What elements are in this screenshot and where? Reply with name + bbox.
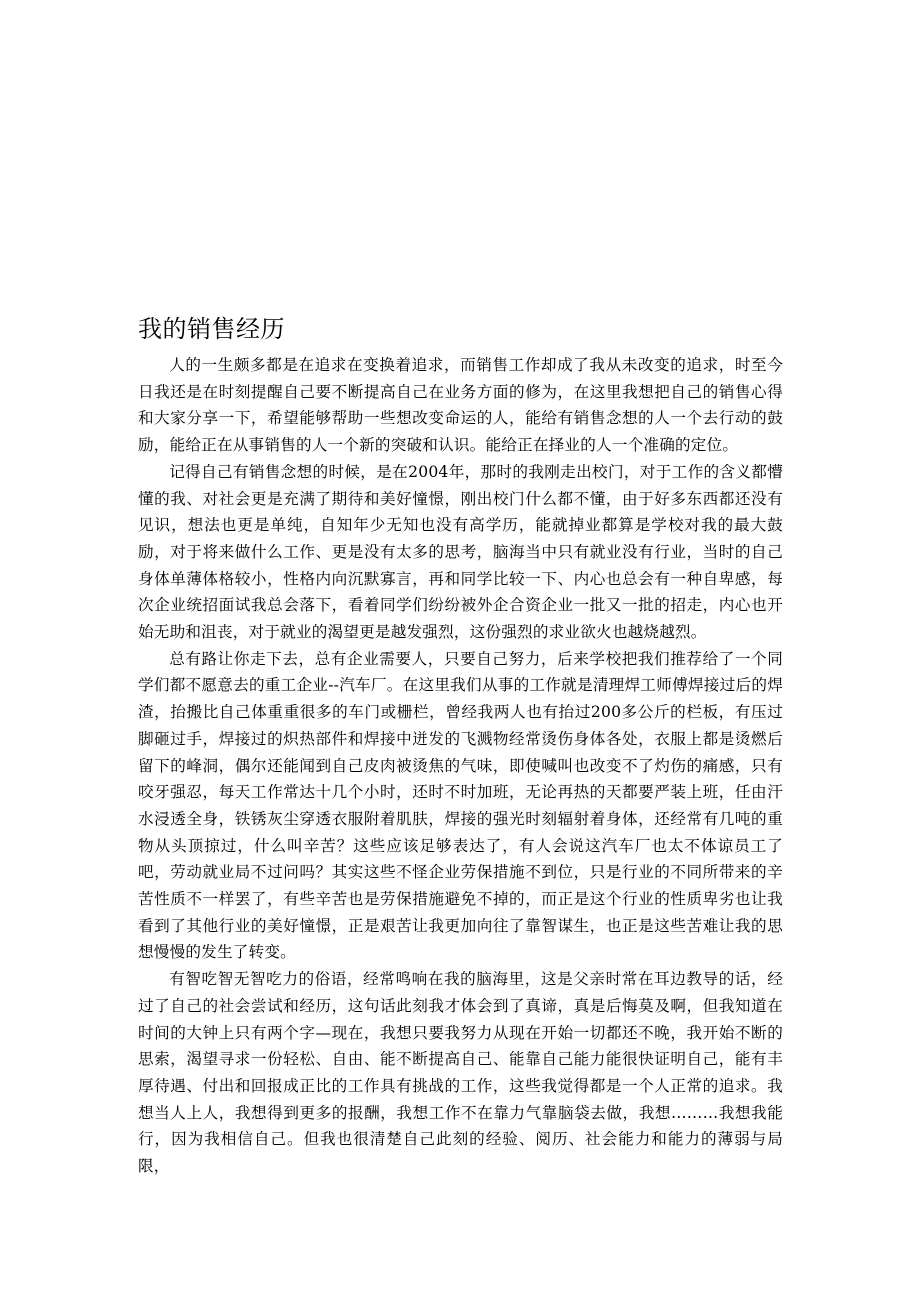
document-title: 我的销售经历 <box>138 315 285 343</box>
document-body <box>138 312 783 1180</box>
paragraph-intro: 人的一生颇多都是在追求在变换着追求，而销售工作却成了我从未改变的追求，时至今日我还是在时刻提醒自己要不断提高自己在业务方面的修为，在这里我想把自己的销售心得和大家分享一下，希望能够帮助一些想改变命运的人，能给有销售念想的人一个去行动的鼓励，能给正在从事销售的人一个新的突破和认识。能给正在择业的人一个准确的定位。 <box>138 356 783 455</box>
paragraph-car-factory: 总有路让你走下去，总有企业需要人，只要自己努力，后来学校把我们推荐给了一个同学们都不愿意去的重工企业--汽车厂。在这里我们从事的工作就是清理焊工师傅焊接过后的焊渣，抬搬比自己体重重很多的车门或栅栏，曾经我两人也有抬过200多公斤的栏板，有压过脚砸过手，焊接过的炽热部件和焊接中迸发的飞溅物经常烫伤身体各处，衣服上都是烫燃后留下的峰洞，偶尔还能闻到自己皮肉被烫焦的气味，即使喊叫也改变不了灼伤的痛感，只有咬牙强忍，每天工作常达十几个小时，还时不时加班，无论再热的天都要严装上班，任由汗水浸透全身，铁锈灰尘穿透衣服附着肌肤，焊接的强光时刻辐射着身体，还经常有几吨的重物从头顶掠过，什么叫辛苦？这些应该足够表达了，有人会说这汽车厂也太不体谅员工了吧，劳动就业局不过问吗？其实这些不怪企业劳保措施不到位，只是行业的不同所带来的辛苦性质不一样罢了，有些辛苦也是劳保措施避免不掉的，而正是这个行业的性质卑劣也让我看到了其他行业的美好憧憬，正是艰苦让我更加向往了靠智谋生，也正是这些苦难让我的思想慢慢的发生了转变。 <box>138 649 783 962</box>
paragraph-2004: 记得自己有销售念想的时候，是在2004年，那时的我刚走出校门，对于工作的含义都懵懂的我、对社会更是充满了期待和美好憧憬，刚出校门什么都不懂，由于好多东西都还没有见识，想法也更是单纯，自知年少无知也没有高学历，能就掉业都算是学校对我的最大鼓励，对于将来做什么工作、更是没有太多的思考，脑海当中只有就业没有行业，当时的自己身体单薄体格较小，性格内向沉默寡言，再和同学比较一下、内心也总会有一种自卑感，每次企业统招面试我总会落下，看着同学们纷纷被外企合资企业一批又一批的招走，内心也开始无助和沮丧，对于就业的渴望更是越发强烈，这份强烈的求业欲火也越烧越烈。 <box>138 462 783 642</box>
paragraph-wisdom: 有智吃智无智吃力的俗语，经常鸣响在我的脑海里，这是父亲时常在耳边教导的话，经过了自己的社会尝试和经历，这句话此刻我才体会到了真谛，真是后悔莫及啊，但我知道在时间的大钟上只有两个字—现在，我想只要我努力从现在开始一切都还不晚，我开始不断的思索，渴望寻求一份轻松、自由、能不断提高自己、能靠自己能力能很快证明自己，能有丰厚待遇、付出和回报成正比的工作具有挑战的工作，这些我觉得都是一个人正常的追求。我想当人上人，我想得到更多的报酬，我想工作不在靠力气靠脑袋去做，我想………我想我能行，因为我相信自己。但我也很清楚自己此刻的经验、阅历、社会能力和能力的薄弱与局限， <box>138 970 783 1176</box>
